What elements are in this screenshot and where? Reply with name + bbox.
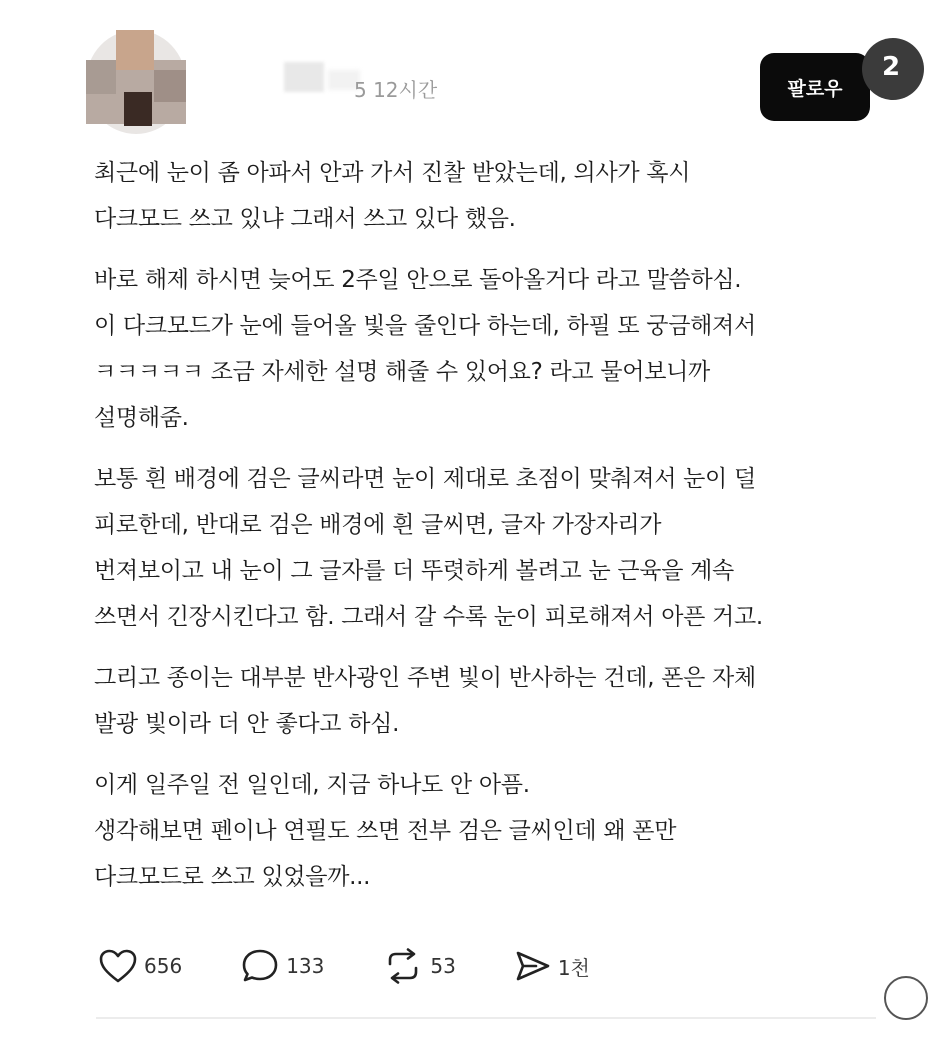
post-paragraph [94, 655, 864, 747]
post-text-line: 바로 해제 하시면 늦어도 2주일 안으로 돌아올거다 라고 말씀하심. [94, 267, 742, 293]
reply-count: 133 [286, 954, 325, 978]
divider [96, 1017, 876, 1019]
post-meta: 5 12시간 [354, 78, 438, 102]
like-count: 656 [144, 954, 183, 978]
post-text-line: 보통 흰 배경에 검은 글씨라면 눈이 제대로 초점이 맞춰져서 눈이 덜 [94, 466, 756, 492]
post-text-line: ㅋㅋㅋㅋㅋ 조금 자세한 설명 해줄 수 있어요? 라고 물어보니까 [94, 359, 710, 385]
corner-circle[interactable] [884, 976, 928, 1020]
action-bar [98, 946, 648, 986]
post-text-line: 최근에 눈이 좀 아파서 안과 가서 진찰 받았는데, 의사가 혹시 [94, 160, 691, 186]
post-text-line: 피로한데, 반대로 검은 배경에 흰 글씨면, 글자 가장자리가 [94, 512, 662, 538]
heart-icon [98, 948, 138, 984]
avatar[interactable] [86, 30, 186, 134]
follow-button[interactable]: 팔로우 [760, 53, 870, 121]
post-text-line: 이 다크모드가 눈에 들어올 빛을 줄인다 하는데, 하필 또 궁금해져서 [94, 313, 756, 339]
post-text-line: 발광 빛이라 더 안 좋다고 하심. [94, 711, 400, 737]
post-paragraph [94, 762, 864, 900]
side-badge-label: 2 [882, 52, 901, 82]
post-text-line: 번져보이고 내 눈이 그 글자를 더 뚜렷하게 볼려고 눈 근육을 계속 [94, 558, 734, 584]
comment-icon [240, 948, 280, 984]
post-paragraph [94, 456, 864, 640]
share-count: 1천 [557, 955, 590, 980]
repost-count: 53 [430, 954, 456, 978]
post-text-line: 다크모드로 쓰고 있었을까... [94, 864, 371, 890]
username-blurred[interactable] [284, 62, 324, 92]
post-text-line: 설명해줌. [94, 405, 189, 431]
share-button[interactable] [514, 948, 590, 984]
like-button[interactable] [98, 948, 182, 984]
side-badge[interactable] [862, 38, 924, 100]
post-body [94, 150, 864, 915]
reply-button[interactable] [240, 948, 324, 984]
repost-button[interactable] [382, 948, 455, 984]
repost-icon [382, 948, 424, 984]
post-text-line: 그리고 종이는 대부분 반사광인 주변 빛이 반사하는 건데, 폰은 자체 [94, 665, 756, 691]
post-text-line: 쓰면서 긴장시킨다고 함. 그래서 갈 수록 눈이 피로해져서 아픈 거고. [94, 604, 763, 630]
post-paragraph [94, 257, 864, 441]
post-text-line: 다크모드 쓰고 있냐 그래서 쓰고 있다 했음. [94, 206, 516, 232]
post-paragraph [94, 150, 864, 242]
post-text-line: 생각해보면 펜이나 연필도 쓰면 전부 검은 글씨인데 왜 폰만 [94, 818, 677, 844]
post-text-line: 이게 일주일 전 일인데, 지금 하나도 안 아픔. [94, 772, 530, 798]
share-icon [514, 948, 552, 984]
